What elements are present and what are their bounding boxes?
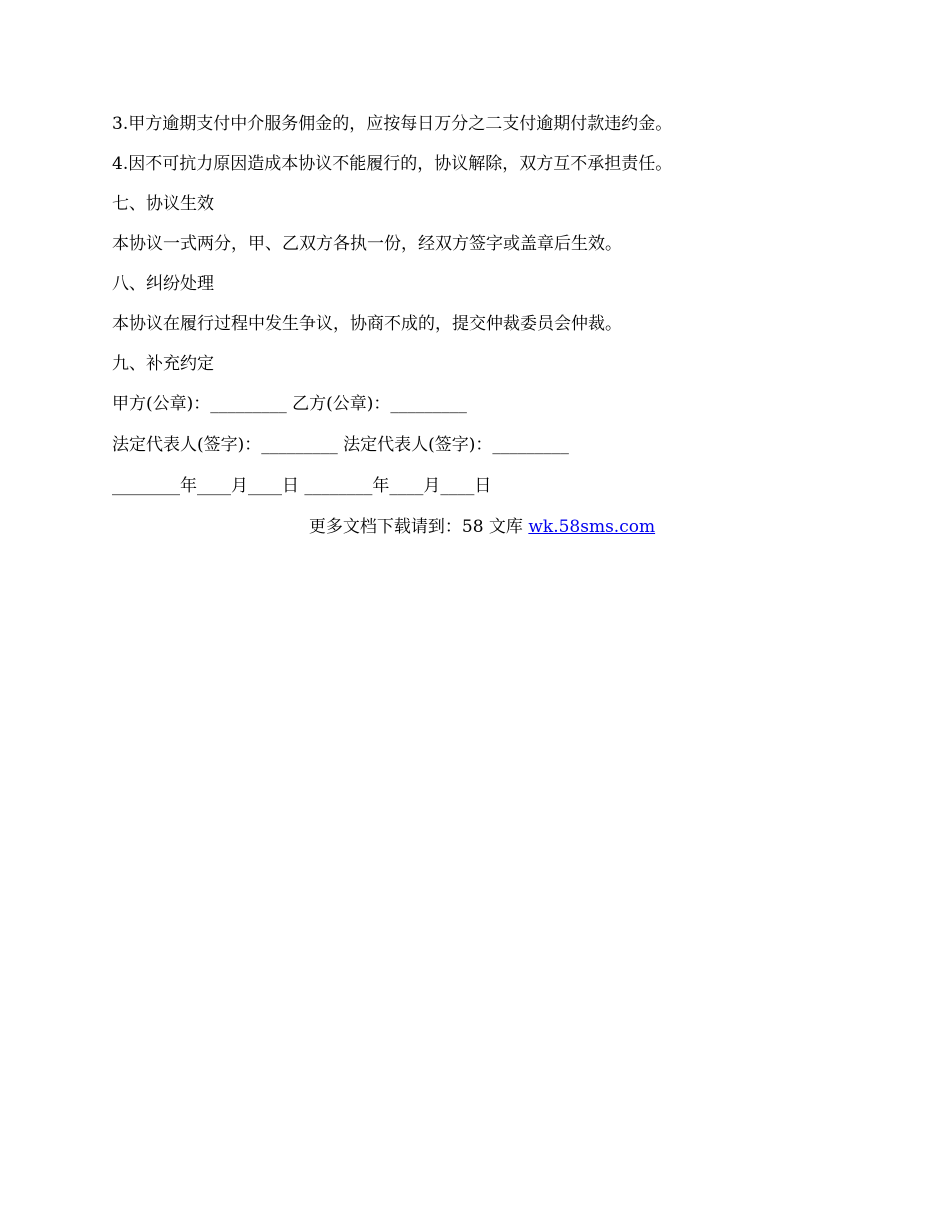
signature-seal-line: 甲方(公章)：_________ 乙方(公章)：_________: [112, 394, 467, 414]
effectiveness-text: 本协议一式两分，甲、乙双方各执一份，经双方签字或盖章后生效。: [112, 234, 622, 254]
footer-prefix: 更多文档下载请到：58 文库: [308, 517, 529, 537]
disputes-text: 本协议在履行过程中发生争议，协商不成的，提交仲裁委员会仲裁。: [112, 314, 622, 334]
signature-representative-line: 法定代表人(签字)：_________ 法定代表人(签字)：_________: [112, 435, 569, 455]
download-footer: [112, 515, 852, 539]
section-heading-disputes: 八、纠纷处理: [112, 274, 214, 294]
clause-3-late-payment: 3.甲方逾期支付中介服务佣金的，应按每日万分之二支付逾期付款违约金。: [112, 114, 673, 134]
document-body: [112, 112, 852, 539]
clause-4-force-majeure: 4.因不可抗力原因造成本协议不能履行的，协议解除，双方互不承担责任。: [112, 154, 673, 174]
footer-link[interactable]: wk.58sms.com: [528, 517, 656, 537]
section-heading-effectiveness: 七、协议生效: [112, 194, 214, 214]
signature-date-line: ________年____月____日 ________年____月____日: [112, 476, 492, 496]
section-heading-supplementary: 九、补充约定: [112, 354, 214, 374]
